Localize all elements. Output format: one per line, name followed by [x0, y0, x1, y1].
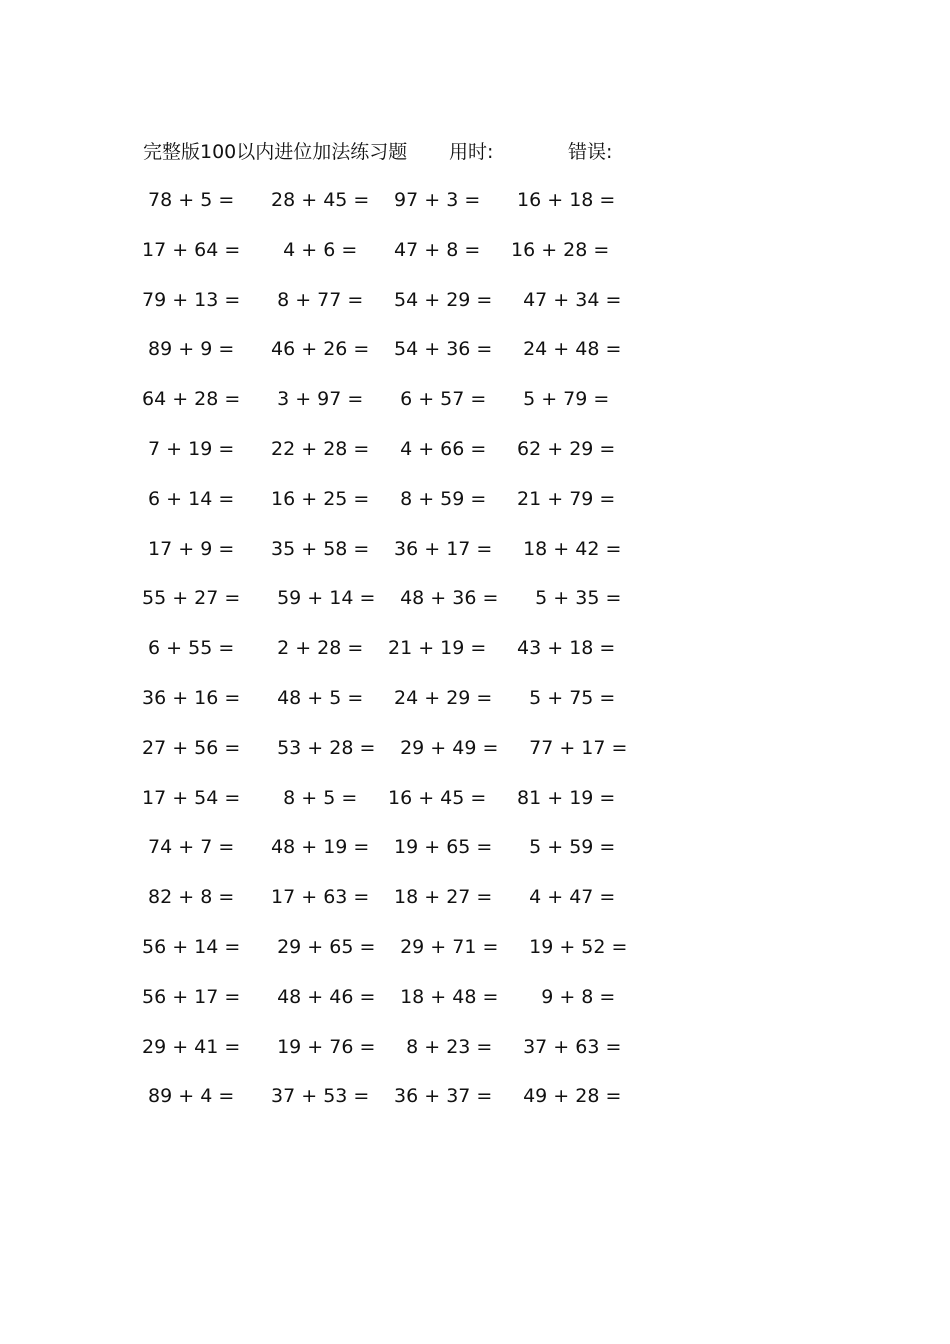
- addition-problem: 7 + 19 =: [142, 437, 235, 460]
- problem-row: [0, 684, 950, 734]
- addition-problem: 29 + 49 =: [388, 736, 499, 759]
- addition-problem: 4 + 47 =: [511, 886, 616, 909]
- problem-row: [0, 933, 950, 983]
- problem-row: [0, 435, 950, 485]
- addition-problem: 6 + 57 =: [388, 388, 487, 411]
- addition-problem: 16 + 45 =: [388, 786, 487, 809]
- problem-row: [0, 385, 950, 435]
- addition-problem: 46 + 26 =: [265, 338, 370, 361]
- addition-problem: 21 + 79 =: [511, 487, 616, 510]
- addition-problem: 82 + 8 =: [142, 886, 235, 909]
- addition-problem: 54 + 29 =: [388, 288, 493, 311]
- problem-row: [0, 983, 950, 1033]
- problem-row: [0, 236, 950, 286]
- problem-row: [0, 485, 950, 535]
- addition-problem: 55 + 27 =: [142, 587, 241, 610]
- addition-problem: 5 + 75 =: [511, 686, 616, 709]
- addition-problem: 78 + 5 =: [142, 189, 235, 211]
- addition-problem: 24 + 48 =: [511, 338, 622, 361]
- addition-problem: 28 + 45 =: [265, 189, 370, 211]
- problem-row: [0, 734, 950, 784]
- addition-problem: 48 + 36 =: [388, 587, 499, 610]
- addition-problem: 8 + 23 =: [388, 1035, 493, 1058]
- addition-problem: 19 + 76 =: [265, 1035, 376, 1058]
- addition-problem: 3 + 97 =: [265, 388, 364, 411]
- addition-problem: 77 + 17 =: [511, 736, 628, 759]
- problem-row: [0, 1033, 950, 1083]
- addition-problem: 36 + 37 =: [388, 1085, 493, 1108]
- addition-problem: 81 + 19 =: [511, 786, 616, 809]
- addition-problem: 36 + 17 =: [388, 537, 493, 560]
- addition-problem: 17 + 63 =: [265, 886, 370, 909]
- addition-problem: 16 + 28 =: [511, 238, 610, 261]
- addition-problem: 48 + 19 =: [265, 836, 370, 859]
- addition-problem: 59 + 14 =: [265, 587, 376, 610]
- problem-row: [0, 584, 950, 634]
- addition-problem: 89 + 9 =: [142, 338, 235, 361]
- addition-problem: 18 + 27 =: [388, 886, 493, 909]
- addition-problem: 4 + 6 =: [265, 238, 358, 261]
- addition-problem: 6 + 14 =: [142, 487, 235, 510]
- addition-problem: 27 + 56 =: [142, 736, 241, 759]
- problem-row: [0, 535, 950, 585]
- addition-problem: 47 + 34 =: [511, 288, 622, 311]
- addition-problem: 9 + 8 =: [511, 985, 616, 1008]
- addition-problem: 5 + 35 =: [511, 587, 622, 610]
- addition-problem: 56 + 17 =: [142, 985, 241, 1008]
- addition-problem: 5 + 79 =: [511, 388, 610, 411]
- addition-problem: 4 + 66 =: [388, 437, 487, 460]
- addition-problem: 5 + 59 =: [511, 836, 616, 859]
- addition-problem: 18 + 42 =: [511, 537, 622, 560]
- problem-row: [0, 186, 950, 236]
- problem-row: [0, 833, 950, 883]
- addition-problem: 79 + 13 =: [142, 288, 241, 311]
- problem-row: [0, 286, 950, 336]
- addition-problem: 21 + 19 =: [388, 637, 487, 660]
- addition-problem: 35 + 58 =: [265, 537, 370, 560]
- worksheet-title: 完整版100以内进位加法练习题: [143, 141, 408, 163]
- addition-problem: 8 + 5 =: [265, 786, 358, 809]
- addition-problem: 47 + 8 =: [388, 238, 481, 261]
- addition-problem: 19 + 65 =: [388, 836, 493, 859]
- problem-row: [0, 1082, 950, 1132]
- errors-label: 错误:: [568, 141, 613, 163]
- addition-problem: 8 + 59 =: [388, 487, 487, 510]
- addition-problem: 97 + 3 =: [388, 189, 481, 211]
- addition-problem: 19 + 52 =: [511, 935, 628, 958]
- problem-grid: [0, 186, 950, 1132]
- addition-problem: 29 + 41 =: [142, 1035, 241, 1058]
- problem-row: [0, 784, 950, 834]
- addition-problem: 49 + 28 =: [511, 1085, 622, 1108]
- addition-problem: 8 + 77 =: [265, 288, 364, 311]
- addition-problem: 89 + 4 =: [142, 1085, 235, 1108]
- addition-problem: 48 + 46 =: [265, 985, 376, 1008]
- addition-problem: 17 + 54 =: [142, 786, 241, 809]
- addition-problem: 53 + 28 =: [265, 736, 376, 759]
- problem-row: [0, 634, 950, 684]
- addition-problem: 37 + 53 =: [265, 1085, 370, 1108]
- addition-problem: 56 + 14 =: [142, 935, 241, 958]
- addition-problem: 6 + 55 =: [142, 637, 235, 660]
- addition-problem: 24 + 29 =: [388, 686, 493, 709]
- addition-problem: 17 + 64 =: [142, 238, 241, 261]
- addition-problem: 37 + 63 =: [511, 1035, 622, 1058]
- addition-problem: 29 + 65 =: [265, 935, 376, 958]
- addition-problem: 2 + 28 =: [265, 637, 364, 660]
- addition-problem: 16 + 18 =: [511, 189, 616, 211]
- time-label: 用时:: [449, 141, 494, 163]
- addition-problem: 29 + 71 =: [388, 935, 499, 958]
- addition-problem: 62 + 29 =: [511, 437, 616, 460]
- problem-row: [0, 883, 950, 933]
- addition-problem: 43 + 18 =: [511, 637, 616, 660]
- addition-problem: 64 + 28 =: [142, 388, 241, 411]
- addition-problem: 48 + 5 =: [265, 686, 364, 709]
- addition-problem: 74 + 7 =: [142, 836, 235, 859]
- addition-problem: 16 + 25 =: [265, 487, 370, 510]
- problem-row: [0, 335, 950, 385]
- addition-problem: 54 + 36 =: [388, 338, 493, 361]
- addition-problem: 22 + 28 =: [265, 437, 370, 460]
- addition-problem: 17 + 9 =: [142, 537, 235, 560]
- addition-problem: 36 + 16 =: [142, 686, 241, 709]
- addition-problem: 18 + 48 =: [388, 985, 499, 1008]
